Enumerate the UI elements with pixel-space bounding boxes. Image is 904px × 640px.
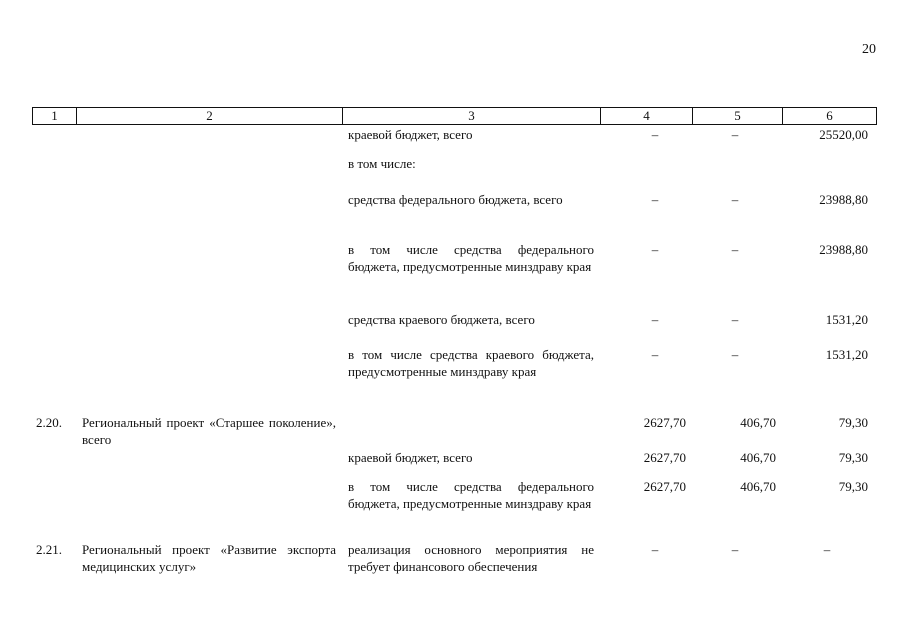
row-6-number: 2.20. — [36, 415, 62, 430]
row-5-col6: 1531,20 — [825, 347, 868, 362]
row-6-project-name: Региональный проект «Старшее поколение», всего — [82, 415, 336, 447]
header-cell-5: 5 — [693, 108, 783, 125]
row-5-col5: – — [731, 347, 739, 362]
row-3-col4: – — [651, 242, 659, 257]
row-7-source: краевой бюджет, всего — [348, 450, 473, 465]
row-1-source: в том числе: — [348, 156, 416, 171]
header-cell-2: 2 — [77, 108, 343, 125]
row-8-col6: 79,30 — [838, 479, 868, 494]
row-4-col5: – — [731, 312, 739, 327]
row-9-number: 2.21. — [36, 542, 62, 557]
row-5-source: в том числе средства краевого бюджета, предусмотренные минздраву края — [348, 347, 594, 379]
row-2-col5: – — [731, 192, 739, 207]
row-0-source: краевой бюджет, всего — [348, 127, 473, 142]
row-8-col5: 406,70 — [740, 479, 776, 494]
row-9-col4: – — [651, 542, 659, 557]
row-0-col5: – — [731, 127, 739, 142]
page-number: 20 — [862, 42, 876, 57]
row-6-col6: 79,30 — [838, 415, 868, 430]
row-7-col5: 406,70 — [740, 450, 776, 465]
row-3-col5: – — [731, 242, 739, 257]
column-number-header — [32, 107, 877, 125]
row-9-col6: – — [823, 542, 831, 557]
row-6-col5: 406,70 — [740, 415, 776, 430]
row-6-col4: 2627,70 — [643, 415, 686, 430]
row-9-source: реализация основного мероприятия не требует финансового обеспечения — [348, 542, 594, 574]
row-3-source: в том числе средства федерального бюджета, предусмотренные минздраву края — [348, 242, 594, 274]
row-4-col6: 1531,20 — [825, 312, 868, 327]
row-9-project-name: Региональный проект «Развитие экспорта медицинских услуг» — [82, 542, 336, 574]
row-7-col6: 79,30 — [838, 450, 868, 465]
row-4-col4: – — [651, 312, 659, 327]
header-cell-4: 4 — [601, 108, 693, 125]
row-2-col6: 23988,80 — [819, 192, 868, 207]
row-7-col4: 2627,70 — [643, 450, 686, 465]
row-5-col4: – — [651, 347, 659, 362]
row-9-col5: – — [731, 542, 739, 557]
row-2-col4: – — [651, 192, 659, 207]
header-row — [33, 108, 877, 125]
row-4-source: средства краевого бюджета, всего — [348, 312, 535, 327]
header-cell-1: 1 — [33, 108, 77, 125]
header-cell-6: 6 — [783, 108, 877, 125]
row-2-source: средства федерального бюджета, всего — [348, 192, 563, 207]
header-cell-3: 3 — [343, 108, 601, 125]
row-0-col6: 25520,00 — [819, 127, 868, 142]
row-8-col4: 2627,70 — [643, 479, 686, 494]
row-8-source: в том числе средства федерального бюджета, предусмотренные минздраву края — [348, 479, 594, 511]
row-0-col4: – — [651, 127, 659, 142]
row-3-col6: 23988,80 — [819, 242, 868, 257]
